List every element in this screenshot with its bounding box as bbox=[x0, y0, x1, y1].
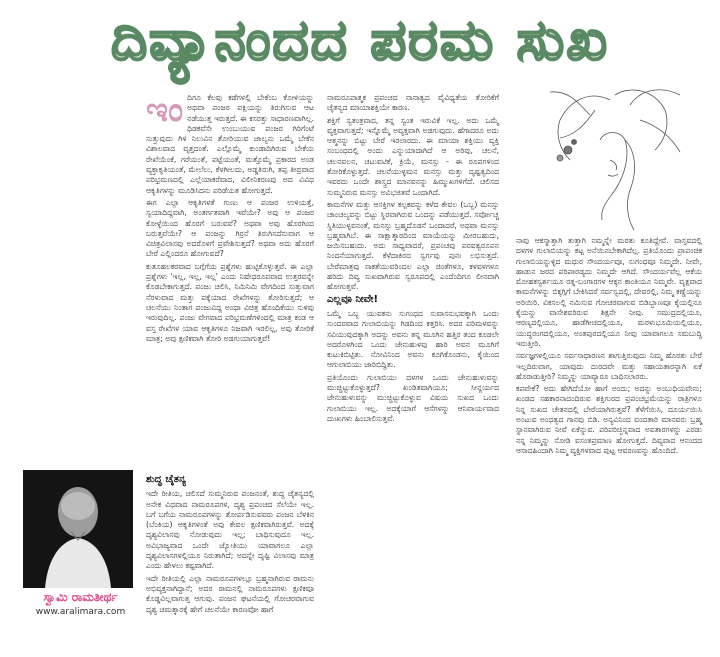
paragraph: ನಾಮರೂಪಾತ್ಮಕ ಪ್ರಪಂಚದ ನಾನಾತ್ವದ ವೈವಿಧ್ಯತೆಯ ತೋರಿಕೆಗೆ ಚೈತನ್ಯದ ಮಾಯಾಶಕ್ತಿಯೇ ಕಾರಣ. bbox=[327, 93, 499, 113]
drop-cap: ಇಂ bbox=[146, 90, 184, 130]
paragraph: ದಿಗೂ ಕೆಲವು ಕಡೆಗಳಲ್ಲಿ ಬೇಕೆಂಬ ಕೋಳಿಯನ್ನು ಅಥವಾ ಪಂಜರ ಪಕ್ಷಿಯನ್ನು ತಿರುಗಿಸುವ ಆಟ ನಡೆಯುತ್ತ ಇರುತ್ತದೆ. ಈ ಕಸರತ್ತು ಸಾಧಾರಣವಾಗಿಲ್ಲ. ಧಿಡಕವೆಸೇ ಉಂಬುಯುವ ಪಂಜರ ಗಿರಿಗೆಂಟೆ ಸುತ್ತುವುದು ಗಿಳಿ ನಿಲುವಿನ ತೋರಿಯುವ ಜಾಲ್ಯನು ಒಮ್ಮೆ ಬೇಕೆನ ವಿಶಾಲವಾದ ವೃತ್ತದಂತೆ. ಎಲ್ಲೊಮ್ಮೆ ಕುಂಡಾದಿಗಿರುವ ಬೇಕೆಯ ರೇಖೆಯೆಂಕೆ, ಗರೆಯಂತೆ, ಪಟ್ಟೆಯಂತೆ, ಮತ್ತೊಮ್ಮೆ ಪ್ರಕಾರದ ಅಂಡ ವ್ಯಕ್ತಾಕೃತಿಯಂತೆ, ಮೇಲೆಲು, ಕೆಳಗೀಲದು, ಅಡ್ಡತಿರುಗಿ, ತಪ್ಪ ತೀವ್ರವಾದ ಪರಿಭ್ರಮಣದಲ್ಲಿ ಎಲ್ಲೆಯಾಕರೆವಾದ, ವಿಲೀನಿಕರಣವು ಅದ ವಿವಿಧ ಆಕೃತಿಗಳನ್ನು ಮೂಡಿಸಿದನು ಪರಿಡೆಯತ ಹೋಗುತ್ತದೆ. bbox=[146, 93, 314, 195]
paragraph: ಸರ್ವಜ್ಞಗಳಲ್ಲಿಯೂ ಸರ್ವಸಾಧಾರಣನ ಶಾಗುತ್ತಿರುವುದು ನಿಮ್ಮ ಹೊರತು ಬೇರೆ ಇಲ್ಲದಿರುವಾಗ, ಯಾವುದು ದುರದವೇ ಮತ್ತು ಸಹಾಯತಾರನ್ನಾಗಿ ಏಕೆ ಹೊರಾಡುತ್ತೀರಿ? ನಿಮ್ಮನ್ನು ಯಾವ್ಯಾರೂ ಬಾಧಿಸಲಾರರು. bbox=[516, 351, 702, 381]
website-url[interactable]: www.aralimara.com bbox=[35, 607, 126, 617]
section-heading: ಎಲ್ಲವೂ ನೀವೇ! bbox=[327, 293, 379, 305]
paragraph: ಇದೇ ರೀತಿಯ, ಚಲಿಸದೆ ಸುಮ್ಮನಿರುವ ಪಂಜನಂತೆ, ಶುದ್ಧ ಚೈತನ್ಯದಲ್ಲಿ ಅನೇಕ ವಿಧವಾದ ನಾಮರೂಪಗಳ, ದೃಶ್ಯ ಪ್ರಪಂಚದ ಸೆಲೆಯೇ ಇಲ್ಲ. ಬಗೆ ಬಗೆಯ ನಾಮರೂಪಗಳನ್ನು ತೋರ್ಪಡಿಸುವವರು ಪಂಜನ ಬೆಳಕಿನ (ಬೆಂಕಿಯ) ಆಕೃತಿಗಳಂತೆ ಅವು ಕೇವಲ ಕ್ಷಣಿಕವಾಗಿರುತ್ತವೆ. ಅದಕ್ಕೆ ದೃಶ್ಯವಿಲಾಸವು ನೋಡುವುದು ಇಲ್ಲ; ಬಾಧಿಸುವುದೂ ಇಲ್ಲ. ಅವಿಭಾಜ್ಯವಾದ ಒಂದೇ ಜ್ಯೋತಿಯು ಯಾವಾಗಲೂ ಎಲ್ಲಾ ದೃಶ್ಯವಿಲಾಸಗಳಲ್ಲಿಯೂ ನಿರುತಾಗಿದೆ; ಅದನ್ನೇ ದೃಷ್ಟಿ ವಿಲಾಸವು ಮಾತ್ರ ಎಂದು ಹೇಳಲು ಕಷ್ಟವಾಗಿದೆ. bbox=[146, 489, 314, 571]
paragraph: ಶಕ್ತಿಗೆ ಸ್ವತಂತ್ರವಾದ, ತನ್ನ ಸ್ವಂತ ಇರುವಿಕೆ ಇಲ್ಲ. ಅದು ಒಮ್ಮೆ ವ್ಯಕ್ತವಾಗುತ್ತದೆ; ಇನ್ನೊಮ್ಮೆ ಅವ್ಯಕ್ತವಾಗಿ ಅಡಗುವುದು. ಹೆಗಾದರೂ ಅದು ಆತ್ಮನನ್ನು ಬಿಟ್ಟು ಬೇರೆ ಇರಲಾರದು. ಈ ಮಾಯಾ ಶಕ್ತಿಯು ವ್ಯಕ್ತಿ ಸಂಬಂಧದಲ್ಲಿ ಅಂದು ಎನ್ನುಯಾದಾಗಿದೆ ಆ ಅರಿವು, ಚಲನೆ, ಚಲನವಲನ, ಚಟುವಟಿಕೆ, ಕ್ರಿಯೆ, ಮನಸ್ಸು - ಈ ರೂಪಗಳಿಂದ ತೋರಿಕೊಳ್ಳುತ್ತದೆ. ಚಲನೆಯುಳ್ಳಮನ ಮನಸ್ಸು ಮತ್ತು ದೃಷ್ಟತ್ವದಿಂದ ಇವರದು ಒಂದೇ ಶಾಸ್ತ್ರದ ಮಾನವನನ್ನು ಹಿಮ್ಮುಖಗಳಿಗೆದೆ. ಚಲಿಸದ ಸುಮ್ಮನಿರುವ ಮನಸ್ಸು ಅವಿಭಜಿತವೆ ಒಂದಾಗಿದೆ. bbox=[327, 115, 499, 197]
paragraph: ಕಾಮನೆಗಳ ಮತ್ತು ಆಸಕ್ತಿಗಳ ಕಲ್ಪಕವನ್ನು ಕಳೆದ ಕೇವಲ (ಒಬ್ಬ) ಮನಸ್ಸು ಚಾಂಚಲ್ಯವನ್ನು ಬಿಟ್ಟು ಸ್ಥಿರವಾಗಿರುವ ಒಂದನ್ನು ಪಡೆಯುತ್ತದೆ. ಸರ್ವೋಚ್ಚ ಸ್ಥಿತಿಯುಳ್ಳವನಂತೆ, ಮನಸ್ಸು ಬ್ರಹ್ಮದೊಡನೆ ಒಂದಾದರೆ, ಅಥವಾ ಮನಸ್ಸು ಬ್ರಹ್ಮವಾಗಿಬೆ. ಈ ಸಾಕ್ಷಾತ್ಕಾರದಿಂದ ಮಾಯೆಯನ್ನು ಮೀರಬಹುದು, ಜಯಿಸಬಹುದು. ಅದು ಸಾಧ್ಯವಾದರೆ, ಪ್ರಪಂಚವು ಪರವತ್ವರೂಪನ ನಿಂದನೆಯಾಗುತ್ತದೆ. ಕೆಳೆದಾಕಿರದ ಸ್ವರ್ಗವು ಪುನಃ ಲಭಿಸುತ್ತದೆ. ಬೇರೆಮಾತ್ರವು ಸಾಕತೆಯುವರಿಂದಲ ಎಲ್ಲಾ ಚಿಂತೆಗಳೂ, ಕಳವಳಗಳೂ ಹರಿದು ದಿವ್ಯ ಸುಖವಾಗಿರುವ ಸ್ವರೂಪದಲ್ಲಿ ಎಂದೆಂದಿಗೂ ಲೀನವಾಗಿ ಹೋಗುತ್ತವೆ. bbox=[327, 199, 499, 292]
paragraph: ಕುತೂಹಲಕರವಾದ ಬಗ್ಗೆಗೆಯ ಪ್ರಶ್ನೆಗಳು ಹುಟ್ಟಿಕೊಳ್ಳುತ್ತವೆ. ಈ ಎಲ್ಲಾ ಪ್ರಶ್ನೆಗಳು 'ಇಲ್ಲ, ಇಲ್ಲ, ಇಲ್ಲ' ಎಂದು ನಿಷೇಧರೂಪವಾದ ಉತ್ತರವನ್ನೇ ಕೊಡಬೇಕಾಗುತ್ತದೆ. ಪಂಜು ಚಲಿಸಿ, ನಿಮಿನಿಮಿ ವೇಗದಿಂದ ಸುತ್ತುವಾಗ ನೆರಳುವಾದ ಮತ್ತು ಪಕ್ಕೆಯಾದ ರೇಖೆಗಳನ್ನು ತೋರಿಸುತ್ತದೆ; ಆ ಚಲನೆಯು ನಿಂತಾಗ ಪಂಜುವಿದ್ದ ಅಂಥಾ ವಿಚಿತ್ರ ಹೊಂದಿಕೆಯು ಸುಳಿವು ಇರುವುದಿಲ್ಲ. ಪಂಜು ವೇಗವಾದ ಪರಿಭ್ರಮಣೆಗಳಿಂದಲ್ಲಿ ಮಾತ್ರ ಕಂಡ ಆ ವಸ್ತ ರೇಖೆಗಳ ಯಾವ ಆಕೃತಿಗಳೂ ನಿಜವಾಗಿ ಇರಲಿಲ್ಲ, ಅವು ತೋರಿಕೆ ಮಾತ್ರ; ಅವು ಕ್ಷಣಿಕವಾಗಿ ತೋರಿ ಅಡಗುಯಾಗುತ್ತವೆ! bbox=[146, 261, 314, 343]
column-1 bbox=[146, 90, 314, 346]
paragraph: ಒಮ್ಮೆ ಒಬ್ಬ ಯುವಕನು ಸುಗಂಧದ ಸುವಾಸನುಭವಕ್ಕಾಗಿ ಒಂದು ಸುಂದರವಾದ ಗುಲಾಬಿಯನ್ನು ಗಿಡದಿಂದ ಕತ್ತರಿಸಿ. ಅದರ ಪರಿಮಳವನ್ನು ಸವಿಯುವುದಕ್ಕಾಗಿ ಅದನ್ನು ಅವನು ತನ್ನ ಮೂಗಿನ ಹತ್ತಿರ ತಂದ ಕೂಡಲೇ ಅದರೊಳಗಿಂದ ಒಂದು ಜೇನುಹುಳವು ಹಾರಿ ಅವನ ಮೂಗಿಗೆ ಕುಟುಕಿಬಿಟ್ಟಿತು. ನೋವಿನಿಂದ ಅವನು ಕೂಗಿಕೊಂಡನು, ಕೈಯಿಂದ ಆಗುಲಾಬಿಯು ಜಾರಿಬಿದ್ದಿತು. bbox=[327, 308, 499, 370]
face-sketch-illustration bbox=[530, 80, 690, 235]
author-photo bbox=[23, 470, 133, 588]
column-2 bbox=[327, 93, 499, 426]
paragraph: ಪ್ರತಿಯೊಂದು ಗುಲಾಬಿಯು ದಳಗಳ ಒಂದು ಜೇನುಹುಳುವನ್ನು ಮುಚ್ಚಿಟ್ಟುಕೊಳ್ಳುತ್ತದೆ? ಖಂಡಿತವಾಗಿಯೂ; ಸೀನ್ದರ್ಯದ ಜೇನುಹುಳುವನ್ನು ಮುಚ್ಚಿಟ್ಟುಕೊಳ್ಳುವ ವಿಷಯ ಸುಖದ ಒಂದು ಗುಲಾಬಿಯು ಇಲ್ಲ. ಅದಕ್ಕೆಯಾಗೆ ಆಸೆಗಳನ್ನು ಆನಿವಾರ್ಯವಾದ ದುಃಖಗಳು ಹಿಂಬಾಲಿಸುತ್ತವೆ. bbox=[327, 372, 499, 423]
photo-caption: ಸ್ವಾಮಿ ರಾಮತೀರ್ಥ bbox=[43, 590, 118, 604]
column-1-lower bbox=[146, 473, 314, 617]
column-3 bbox=[516, 236, 702, 458]
paragraph: ಇದೇ ರೀತಿಯಲ್ಲಿ ಎಲ್ಲಾ ನಾಮರೂಪಗಳಲ್ಲೂ ಬ್ರಹ್ಮನಾಗಿರುವ ರಾಮನು ಅಭಿವ್ಯಕ್ತನಾಗಿದ್ದಾನೆ; ಅದರ ರಾಮನಲ್ಲಿ ನಾಮರೂಪಗಳು ಕ್ಷಣಿಕವೂ ಕೊಡ್ಡವಿಲ್ಲವಾಗುತ್ತ ಆಗುವು. ಪಂಜನ ಘಟನೆಯಲ್ಲಿ ಗೋಚರವಾಗುವ ದೃಶ್ಯ ಚಮತ್ಕಾರಕ್ಕೆ ಹೇಗೆ ಚಲನೆಯೇ ಕಾರಣವೋ ಹಾಗೆ bbox=[146, 573, 314, 614]
paragraph: ನಾವು ಆಕಸ್ಮಾತ್ತಾಗಿ ತುತ್ತಾಗಿ ನಮ್ಮನ್ನೇ ಮರತು ಕೂತಿದ್ದೇವೆ. ವಾಸ್ತವದಲ್ಲಿ ದಳಗಳ ಗುಲಾಬಿಯನ್ನು ಕಟ್ಟ ಅನೆಯಿನಬೇಕಾಗಿದೆಲ್ಲ. ಪ್ರತಿಯೊಂದು ಪ್ರಾಪಂಚಿಕ ಗುಲಾಬಿಯನ್ನುಳ್ಳಿದ ಮಧುರ ಸೌಂದರ್ಯವೂ, ಸುಗಂಧವೂ ನಿಮ್ಮದೇ. ನೀವೇ, ಹಾಡುನ ಜರದ ಪರಿಪಾರಡ್ಯದು ನಿಮ್ಮದೇ ಆಗಿದೆ. ಸೌಂದರ್ಯವೆಲ್ಲ ಆಕೆಯ ಮೋಹಕಸ್ವರ್ಶಯೂ ರತ್ನ-ಬಂಗಾರಗಳ ಆಕ್ಕನ ಕಾಂತಿಯೂ ನಿಮ್ಮವೇ. ವೃಕ್ಷವಾದ ಕಾಮನೆಗಳನ್ನು ಬಿಕ್ಕಗ್ಗಿಗೆ ಬೇಕಿಸಿದರೆ ಸರ್ವಸ್ವದಲ್ಲಿ, ದೇವರಲ್ಲಿ, ನಿಮ್ಮ ಕಣ್ಣೆಯನ್ನು ಅರಿಯಿರಿ. ವಿಕಸಲಲ್ಲಿ ನಮಿಸುವ ಗೋಚರವಾಗುವ ಬಿಡಿಬ್ಬಾಣವೂ ಕೈಯಲ್ಲಿನೂ ಕೈಯನ್ನು ವಾಸೇಶವರಿರುವ ಶಿಕ್ಷನೇ ನೀವು. ಸಮುದ್ರದಲ್ಲಿಯೂ, ಆರಣ್ಯದಲ್ಲಿಯೂ, ಹಾಡೆಗೀಚದಲ್ಲಿಯೂ, ಮರಳುಭೂಮಿಯಲ್ಲಿಯೂ, ಯುದ್ಧರಂಗದಲ್ಲಿಯೂ, ಅಂತಪುರದಲ್ಲಿಯೂ ನೀವು ಯಾವಾಗಲೂ ಸಮಬುದ್ಧಿ ಇರುತ್ತೀರಿ. bbox=[516, 236, 702, 348]
section-heading: ಶುದ್ಧ ಚೈತನ್ಯ bbox=[146, 474, 186, 485]
paragraph: ಈಗ ಎಲ್ಲಾ ಆಕೃತಿಗಳತೆ ಗುಣು ಆ ಪಂಜರ ಉಳಿಯತ್ತೆ, ಸ್ವಯಾದಿದ್ದವಾಗಿ, ಅಂತರ್ಗತವಾಗಿ ಇವೆಯೇ? ಅವು ಆ ಪಂಜರ ಕೋಳ್ಳೆಯಿಂದ ಹೊರಗೆ ಬರುವವೆ? ಅಥವಾ ಅವು ಹೊರಗಿಂದ ಬರುತ್ತವೆಯೇ? ಆ ಪಂಜನ್ನು ಗಿರ್ರನೆ ತಿರುಗಿಸದೆನುವಾಗ ಆ ವಿಚಿತ್ರವಿಲಾಸವು ಅದರೊಳಗೆ ಪ್ರವೇಶಿಸುತ್ತದೆ? ಅಥವಾ ಅದು ಹೊರಗೆ ಬೇರೆ ಎಲ್ಲಿಂದರೂ ಹೋಗುವದೆ? bbox=[146, 197, 314, 259]
page-title: ದಿವ್ಯಾನಂದದ ಪರಮ ಸುಖ bbox=[110, 8, 609, 73]
paragraph: ಕಪವೇಕೆ? ಅದು ಹೇಗಿದೆಯೋ ಹಾಗೆ ಅಂದು; ಅದನ್ನು ಅಂಬುಧಿಯವೇನು; ಖಂಡದ ಸಹಕಾರನಾದಂದಿರುವ ಶಕ್ತಿಗುರದ ಪ್ರಪಂಚಭ್ರಮೆಯನ್ನು ರಾತ್ರಿಗಳೂ ನಿನ್ನ ಸುಖದ ಚೇತನದಲ್ಲಿ ಬೇರೆಯಾಗಿರುತ್ತವೆ? ತೆಳೆಗೆಯಿಸಿ, ದೂರ್ಯಯಿಸಿ ಅಂಟುವ ಅಂಧತ್ವದ ಗಾನವು ಬಿಡಿ. ಅನ್ಯವಿನಿಂದ ವಂದತಾರಿ ಮಾನವರು ಬ್ರಹ್ಮ ಸ್ಥಾನವಾಗಿರುವ ನೀವೆ ಏಕೆನ್ನುವ. ಪರಿಪರಿಚ್ಛಿನ್ನವಾದ ಅವತಾರಗಳನ್ನು ಎರಡು ನನ್ನ ನಿಮ್ಮನ್ನು ನೋಡಿ ವಸಂತಪ್ರಮಾಣ ಹೋಗುತ್ತದೆ. ದಿವ್ಯವಾದ ಆನಂದದ ಆಸಾದಹಿಂದಾಗಿ ನಿಮ್ಮ ವ್ಯಕ್ತಿಗಳವಾದ ಪುಟ್ಟ ಆವರಣವನ್ನು ಹೊಂದಿದೆ. bbox=[516, 384, 702, 455]
